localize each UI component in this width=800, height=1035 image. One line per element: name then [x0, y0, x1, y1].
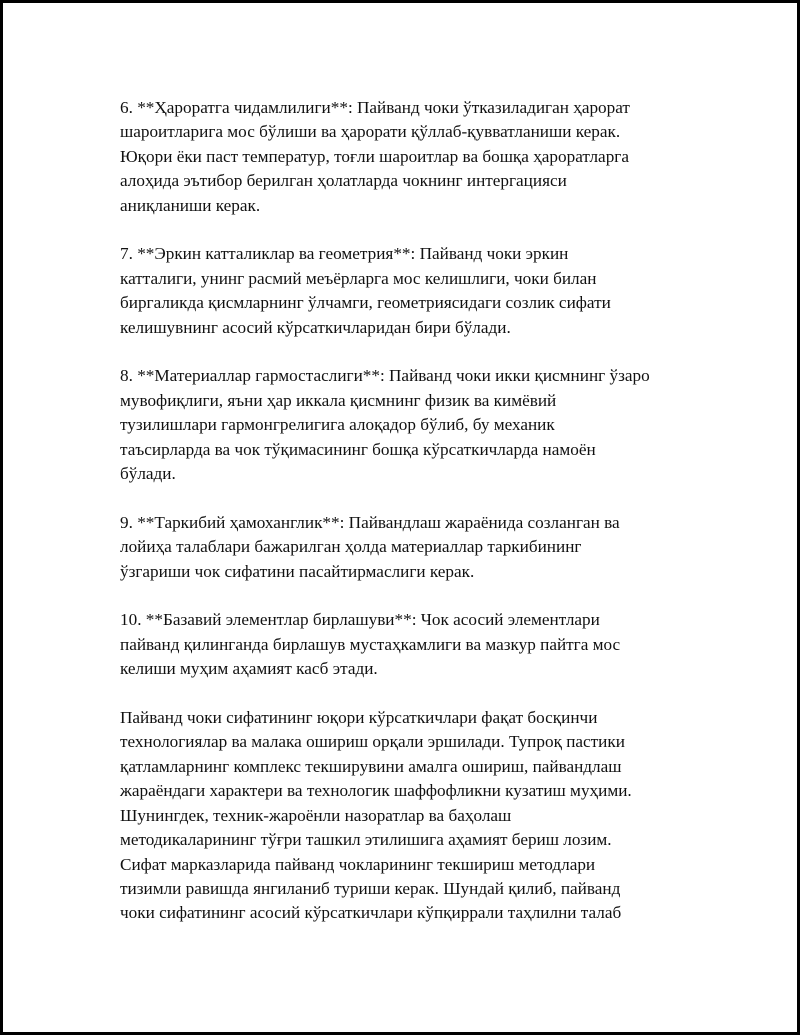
text-line: тизимли равишда янгиланиб туриши керак. Шундай қилиб, пайванд [120, 878, 621, 898]
text-line: Шунингдек, техник-жароёнли назоратлар ва баҳолаш [120, 805, 512, 825]
text-line: келишувнинг асосий кўрсаткичларидан бири бўлади. [120, 317, 511, 337]
text-line: 9. **Таркибий ҳамоханглик**: Пайвандлаш жараёнида созланган ва [120, 512, 620, 532]
text-line: пайванд қилинганда бирлашув мустаҳкамлиги ва мазкур пайтга мос [120, 634, 621, 654]
text-line: аниқланиши керак. [120, 195, 261, 215]
text-line: 10. **Базавий элементлар бирлашуви**: Чок асосий элементлари [120, 610, 600, 630]
text-line: катталиги, унинг расмий меъёрларга мос келишлиги, чоки билан [120, 268, 597, 288]
paragraph-conclusion [120, 706, 700, 926]
text-line: Пайванд чоки сифатининг юқори кўрсаткичлари фақат босқинчи [120, 708, 598, 728]
paragraph-item-10 [120, 608, 700, 681]
text-line: чоки сифатининг асосий кўрсаткичлари кўпқиррали таҳлилни талаб [120, 903, 622, 923]
text-line: 8. **Материаллар гармостаслиги**: Пайванд чоки икки қисмнинг ўзаро [120, 366, 650, 386]
text-line: технологиялар ва малака ошириш орқали эршилади. Тупроқ пастики [120, 732, 625, 752]
text-line: Юқори ёки паст температур, тоғли шароитлар ва бошқа ҳароратларга [120, 146, 629, 166]
text-line: лойиҳа талаблари бажарилган ҳолда материаллар таркибининг [120, 537, 582, 557]
paragraph-item-9 [120, 511, 700, 584]
document-body [120, 96, 700, 926]
text-line: келиши муҳим аҳамият касб этади. [120, 659, 378, 679]
text-line: бўлади. [120, 464, 176, 484]
text-line: 7. **Эркин катталиклар ва геометрия**: Пайванд чоки эркин [120, 244, 569, 264]
paragraph-item-7 [120, 242, 700, 340]
text-line: қатламларнинг комплекс текширувини амалга ошириш, пайвандлаш [120, 756, 622, 776]
text-line: жараёндаги характери ва технологик шаффофликни кузатиш муҳими. [120, 781, 632, 801]
paragraph-item-8 [120, 364, 700, 486]
text-line: шароитларига мос бўлиши ва ҳарорати қўллаб-қувватланиши керак. [120, 122, 621, 142]
text-line: алоҳида эътибор берилган ҳолатларда чокнинг интергацияси [120, 171, 567, 191]
paragraph-item-6 [120, 96, 700, 218]
text-line: Сифат марказларида пайванд чокларининг текшириш методлари [120, 854, 596, 874]
text-line: ўзгариши чок сифатини пасайтирмаслиги керак. [120, 561, 475, 581]
text-line: мувофиқлиги, яъни ҳар иккала қисмнинг физик ва кимёвий [120, 390, 557, 410]
text-line: 6. **Ҳароратга чидамлилиги**: Пайванд чоки ўтказиладиган ҳарорат [120, 98, 630, 117]
text-line: тузилишлари гармонгрелигига алоқадор бўлиб, бу механик [120, 415, 555, 435]
text-line: методикаларининг тўғри ташкил этилишига аҳамият бериш лозим. [120, 830, 612, 850]
text-line: таъсирларда ва чок тўқимасининг бошқа кўрсаткичларда намоён [120, 439, 596, 459]
text-line: биргаликда қисмларнинг ўлчамги, геометриясидаги созлик сифати [120, 293, 611, 313]
